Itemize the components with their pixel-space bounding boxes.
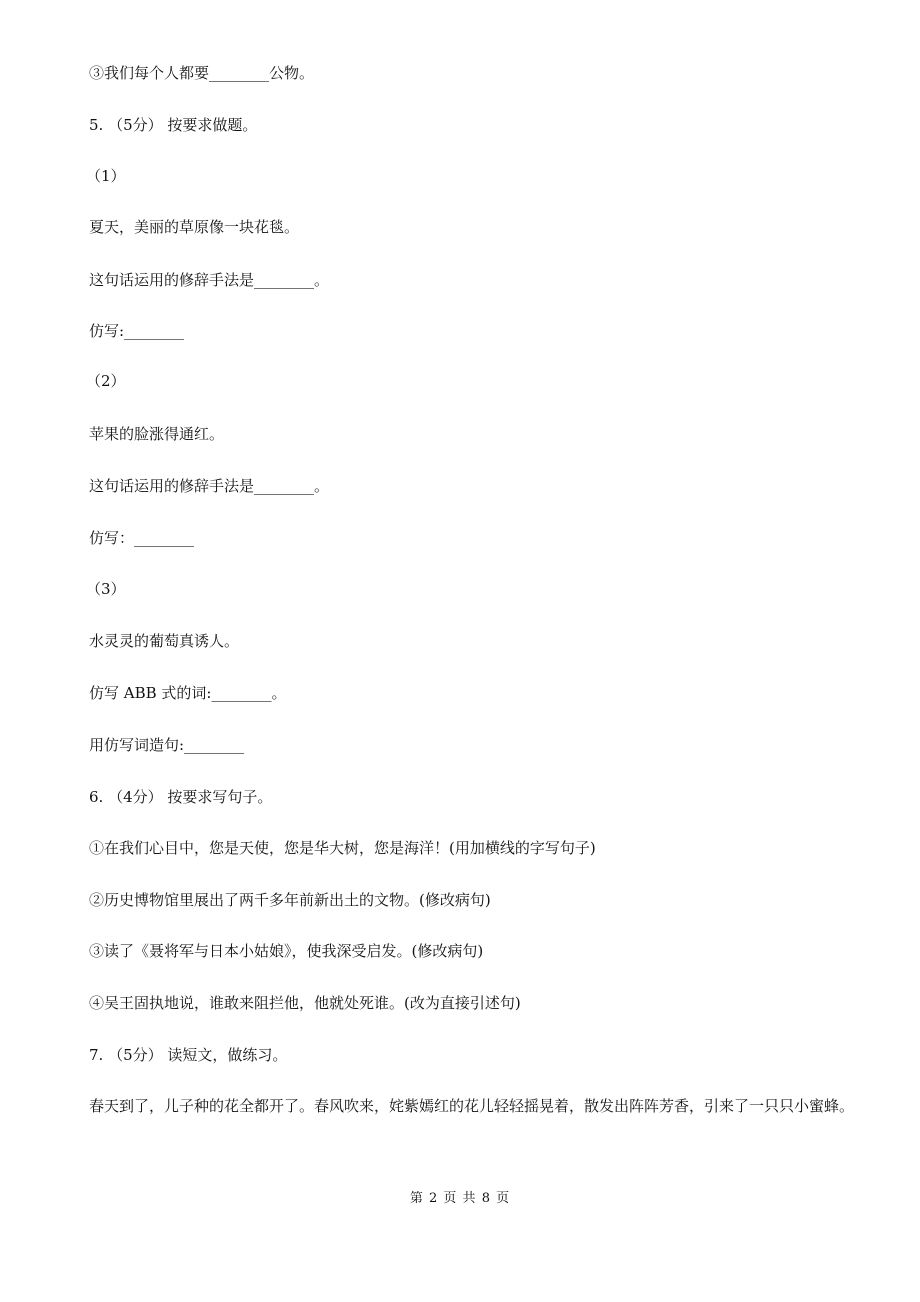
q5-part-1-imitation: 仿写:________ [89,322,185,340]
q5-part-2-rhetoric-question: 这句话运用的修辞手法是________。 [89,477,330,495]
q7-reading-passage: 春天到了，儿子种的花全都开了。春风吹来，姹紫嫣红的花儿轻轻摇晃着，散发出阵阵芳香，引来了一只只小蜜蜂。 [89,1097,855,1115]
q5-part-1-rhetoric-question: 这句话运用的修辞手法是________。 [89,271,330,289]
q6-item-2: ②历史博物馆里展出了两千多年前新出土的文物。(修改病句) [89,891,491,909]
q4-item-3: ③我们每个人都要________公物。 [89,64,315,82]
page-number-footer: 第 2 页 共 8 页 [409,1191,511,1206]
q6-item-1: ①在我们心目中，您是天使，您是华大树，您是海洋！(用加横线的字写句子) [89,839,596,857]
q6-item-4: ④吴王固执地说，谁敢来阻拦他，他就处死谁。(改为直接引述句) [89,994,521,1012]
q5-part-3-label: （3） [86,580,126,598]
q6-item-3: ③读了《聂将军与日本小姑娘》，使我深受启发。(修改病句) [89,942,484,960]
q6-header: 6. （4分） 按要求写句子。 [89,788,273,806]
q5-part-3-sentence: 水灵灵的葡萄真诱人。 [89,632,240,650]
q5-part-2-sentence: 苹果的脸涨得通红。 [89,425,225,443]
q5-part-1-sentence: 夏天，美丽的草原像一块花毯。 [89,218,300,236]
q7-header: 7. （5分） 读短文，做练习。 [89,1046,288,1064]
q5-part-1-label: （1） [86,167,126,185]
q5-header: 5. （5分） 按要求做题。 [89,116,258,134]
q5-part-3-abb-words: 仿写 ABB 式的词:________。 [89,684,287,702]
q5-part-2-label: （2） [86,372,126,390]
q5-part-3-make-sentence: 用仿写词造句:________ [89,736,245,754]
q5-part-2-imitation: 仿写：________ [89,529,195,547]
